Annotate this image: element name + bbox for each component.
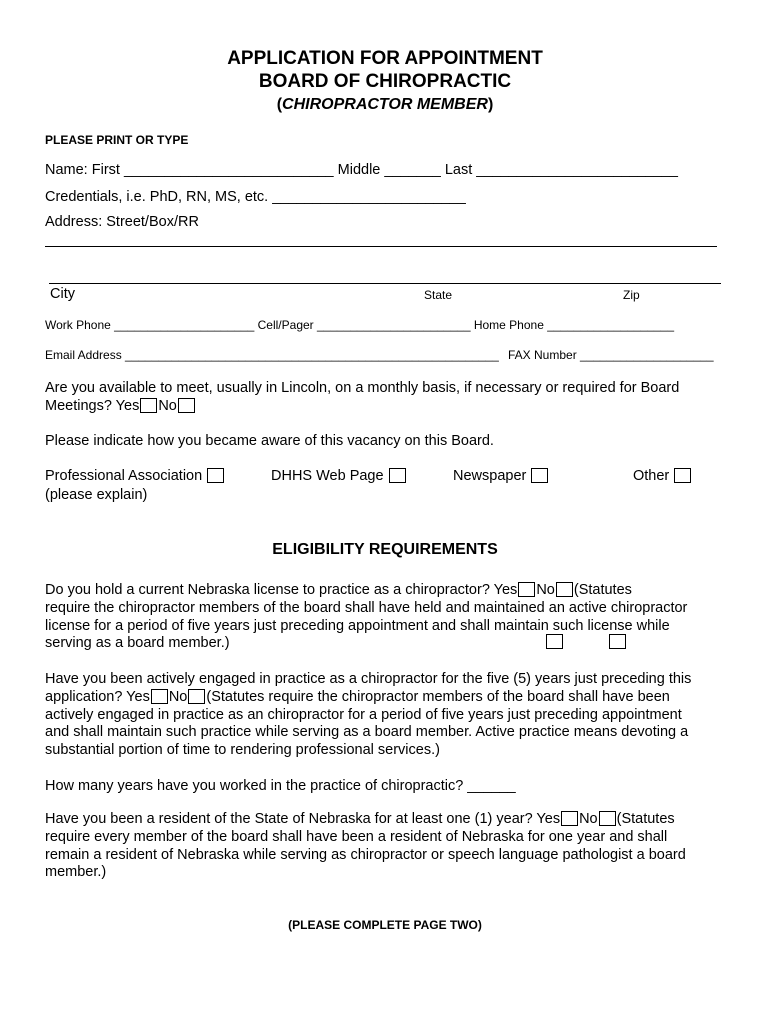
availability-yes-checkbox[interactable] [140,398,157,413]
practice-statutes-line: and shall maintain such practice while serving as a board member. Active practice means devoting a [45,724,689,741]
other-checkbox[interactable] [674,468,691,483]
name-field-line[interactable]: Name: First __________________________ Middle _______ Last _________________________ [45,162,678,178]
option-label: Professional Association [45,468,203,484]
license-statutes-text: (Statutes [573,582,632,598]
practice-no-checkbox[interactable] [188,689,205,704]
newspaper-checkbox[interactable] [531,468,548,483]
option-label: DHHS Web Page [271,468,384,484]
option-label: Newspaper [453,468,527,484]
option-newspaper [453,468,549,484]
license-extra-checkbox-2[interactable] [609,634,626,649]
practice-yes-checkbox[interactable] [151,689,168,704]
license-statutes-line: require the chiropractor members of the board shall have held and maintained an active chiropractor [45,599,688,616]
option-label: Other [633,468,670,484]
fax-field-line[interactable]: FAX Number ____________________ [508,348,714,362]
license-question [45,582,687,653]
availability-question-cont: Meetings? Yes [45,398,140,414]
please-explain-note: (please explain) [45,487,148,503]
address-label: Address: Street/Box/RR [45,214,199,230]
professional-association-checkbox[interactable] [207,468,224,483]
zip-label: Zip [623,288,640,302]
license-no-label: No [536,582,555,598]
address-line-2[interactable] [49,283,721,284]
residency-yes-checkbox[interactable] [561,811,578,826]
availability-answer-row [45,398,196,414]
complete-page-two-note: (PLEASE COMPLETE PAGE TWO) [288,918,482,932]
availability-question: Are you available to meet, usually in Lincoln, on a monthly basis, if necessary or required for Board [45,380,680,396]
license-question-text: Do you hold a current Nebraska license to practice as a chiropractor? Yes [45,582,518,598]
option-professional-association [45,468,225,484]
practice-question-text: Have you been actively engaged in practice as a chiropractor for the five (5) years just preceding this [45,671,692,687]
email-field-line[interactable]: Email Address ________________________________________________________ [45,348,499,362]
residency-no-label: No [579,811,598,827]
practice-no-label: No [168,688,188,705]
license-no-checkbox[interactable] [556,582,573,597]
residency-statutes-line: require every member of the board shall have been a resident of Nebraska for one year and shall [45,828,668,845]
residency-no-checkbox[interactable] [599,811,616,826]
print-instructions: PLEASE PRINT OR TYPE [45,133,189,147]
residency-statutes-text: (Statutes [616,811,675,827]
address-line-1[interactable] [45,246,717,247]
availability-no-checkbox[interactable] [178,398,195,413]
eligibility-heading: ELIGIBILITY REQUIREMENTS [272,541,498,558]
residency-statutes-line: remain a resident of Nebraska while serving as chiropractor or speech language pathologist a board [45,846,686,863]
residency-question-text: Have you been a resident of the State of Nebraska for at least one (1) year? Yes [45,811,561,827]
form-title-line-2: BOARD OF CHIROPRACTIC [258,71,512,92]
residency-statutes-line: member.) [45,864,107,881]
dhhs-web-page-checkbox[interactable] [389,468,406,483]
practice-statutes-line: actively engaged in practice as an chiropractor for a period of five years just preceding appointment [45,706,682,723]
vacancy-question: Please indicate how you became aware of this vacancy on this Board. [45,433,494,449]
license-yes-checkbox[interactable] [518,582,535,597]
residency-question [45,811,686,882]
license-statutes-line: license for a period of five years just preceding appointment and shall maintain such license while [45,617,670,634]
availability-no-label: No [158,398,177,414]
form-subtitle: (CHIROPRACTOR MEMBER) [276,96,494,113]
practice-statutes-line: substantial portion of time to rendering professional services.) [45,742,440,759]
credentials-field-line[interactable]: Credentials, i.e. PhD, RN, MS, etc. ________________________ [45,189,466,205]
practice-question-cont: application? Yes [45,688,150,705]
license-extra-checkbox-1[interactable] [546,634,563,649]
phone-fields-line[interactable]: Work Phone _____________________ Cell/Pager _______________________ Home Phone ___________________ [45,318,675,332]
city-label: City [50,286,75,302]
form-title-line-1: APPLICATION FOR APPOINTMENT [227,48,543,69]
practice-question [45,671,691,760]
license-statutes-line: serving as a board member.) [45,635,230,652]
practice-statutes-text: (Statutes require the chiropractor members of the board shall have been [206,688,670,705]
years-practice-question[interactable]: How many years have you worked in the practice of chiropractic? ______ [45,778,516,794]
option-dhhs-web-page [271,468,407,484]
option-other [633,468,692,484]
state-label: State [424,288,453,302]
